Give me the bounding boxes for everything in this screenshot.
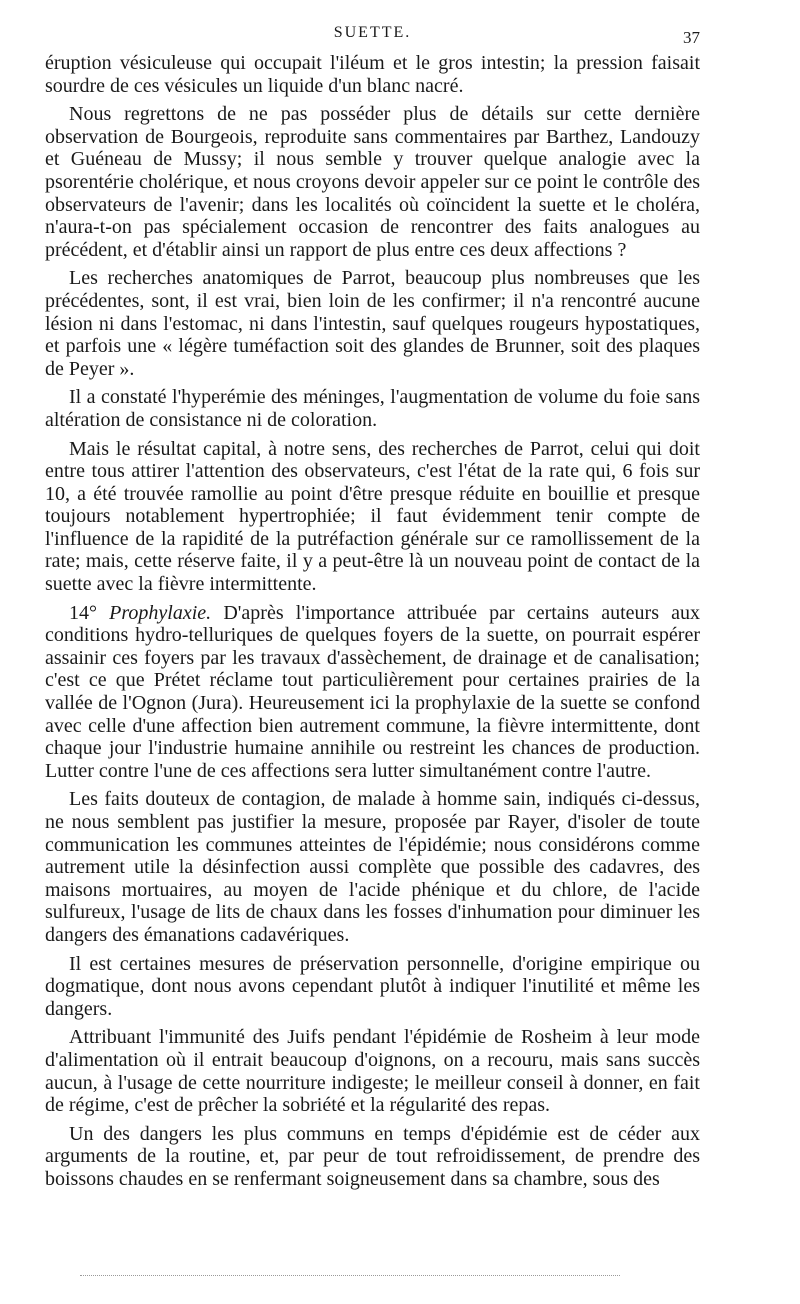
paragraph: Un des dangers les plus communs en temps d'épidémie est de céder aux arguments de la routine, et, par peur de tout refroidissement, de prendre des boissons chaudes en se renfermant soigneusement dans sa chambre, sous des — [45, 1122, 700, 1190]
page-number: 37 — [683, 28, 700, 47]
section-paragraph — [45, 602, 700, 783]
section-number: 14° — [69, 601, 97, 624]
paragraph: Mais le résultat capital, à notre sens, des recherches de Parrot, celui qui doit entre tous attirer l'attention des observateurs, c'est l'état de la rate qui, 6 fois sur 10, a été trouvée ramollie au point d'être presque réduite en bouillie et presque toujours notablement hypertrophiée; il faut évidemment tenir compte de l'influence de la rapidité de la putréfaction générale sur ce ramollissement de la rate; mais, cette réserve faite, il y a peut-être là un nouveau point de contact de la suette avec la fièvre intermittente. — [45, 437, 700, 596]
paragraph: Il a constaté l'hyperémie des méninges, l'augmentation de volume du foie sans altération de consistance ni de coloration. — [45, 386, 700, 431]
body-text — [45, 52, 700, 1191]
running-title: SUETTE. — [333, 24, 412, 41]
paragraph: Les recherches anatomiques de Parrot, beaucoup plus nombreuses que les précédentes, sont, il est vrai, bien loin de les confirmer; il n'a rencontré aucune lésion ni dans l'estomac, ni dans l'intestin, sauf quelques rougeurs hypostatiques, et parfois une « légère tuméfaction soit des glandes de Brunner, soit des plaques de Peyer ». — [45, 267, 700, 380]
paragraph: éruption vésiculeuse qui occupait l'iléum et le gros intestin; la pression faisait sourdre de ces vésicules un liquide d'un blanc nacré. — [45, 52, 700, 97]
document-page — [45, 22, 700, 1191]
running-header — [45, 22, 700, 52]
paragraph: Nous regrettons de ne pas posséder plus de détails sur cette dernière observation de Bourgeois, reproduite sans commentaires par Barthez, Landouzy et Guéneau de Mussy; il nous semble y trouver quelque analogie avec la psorentérie cholérique, et nous croyons devoir appeler sur ce point le contrôle des observateurs de l'avenir; dans les localités où coïncident la suette et le choléra, n'aura-t-on pas spécialement occasion de rencontrer des faits analogues au précédent, et d'établir ainsi un rapport de plus entre ces deux affections ? — [45, 103, 700, 261]
paragraph: Attribuant l'immunité des Juifs pendant l'épidémie de Rosheim à leur mode d'alimentation où il entrait beaucoup d'oignons, on a recouru, mais sans succès aucun, à l'usage de cette nourriture indigeste; le meilleur conseil à donner, en fait de régime, c'est de prêcher la sobriété et la régularité des repas. — [45, 1026, 700, 1117]
paragraph: Les faits douteux de contagion, de malade à homme sain, indiqués ci-dessus, ne nous semblent pas justifier la mesure, proposée par Rayer, d'isoler de toute communication les communes atteintes de l'épidémie; nous considérons comme autrement utile la désinfection aussi complète que possible des cadavres, des maisons mortuaires, au moyen de l'acide phénique et du chlore, de l'acide sulfureux, l'usage de lits de chaux dans les fosses d'inhumation pour diminuer les dangers des émanations cadavériques. — [45, 788, 700, 946]
section-title: Prophylaxie. — [109, 601, 212, 624]
footer-rule — [80, 1275, 620, 1276]
paragraph: Il est certaines mesures de préservation personnelle, d'origine empirique ou dogmatique, dont nous avons cependant plutôt à indiquer l'inutilité et même les dangers. — [45, 952, 700, 1020]
paragraph: D'après l'importance attribuée par certains auteurs aux conditions hydro-telluriques de quelques foyers de la suette, on pourrait espérer assainir ces foyers par les travaux d'assèchement, de drainage et de canalisation; c'est ce que Prétet réclame tout particulièrement pour certaines prairies de la vallée de l'Ognon (Jura). Heureusement ici la prophylaxie de la suette se confond avec celle d'une affection bien autrement commune, la fièvre intermittente, dont chaque jour l'industrie humaine annihile ou restreint les chances de production. Lutter contre l'une de ces affections sera lutter simultanément contre l'autre. — [45, 601, 701, 782]
